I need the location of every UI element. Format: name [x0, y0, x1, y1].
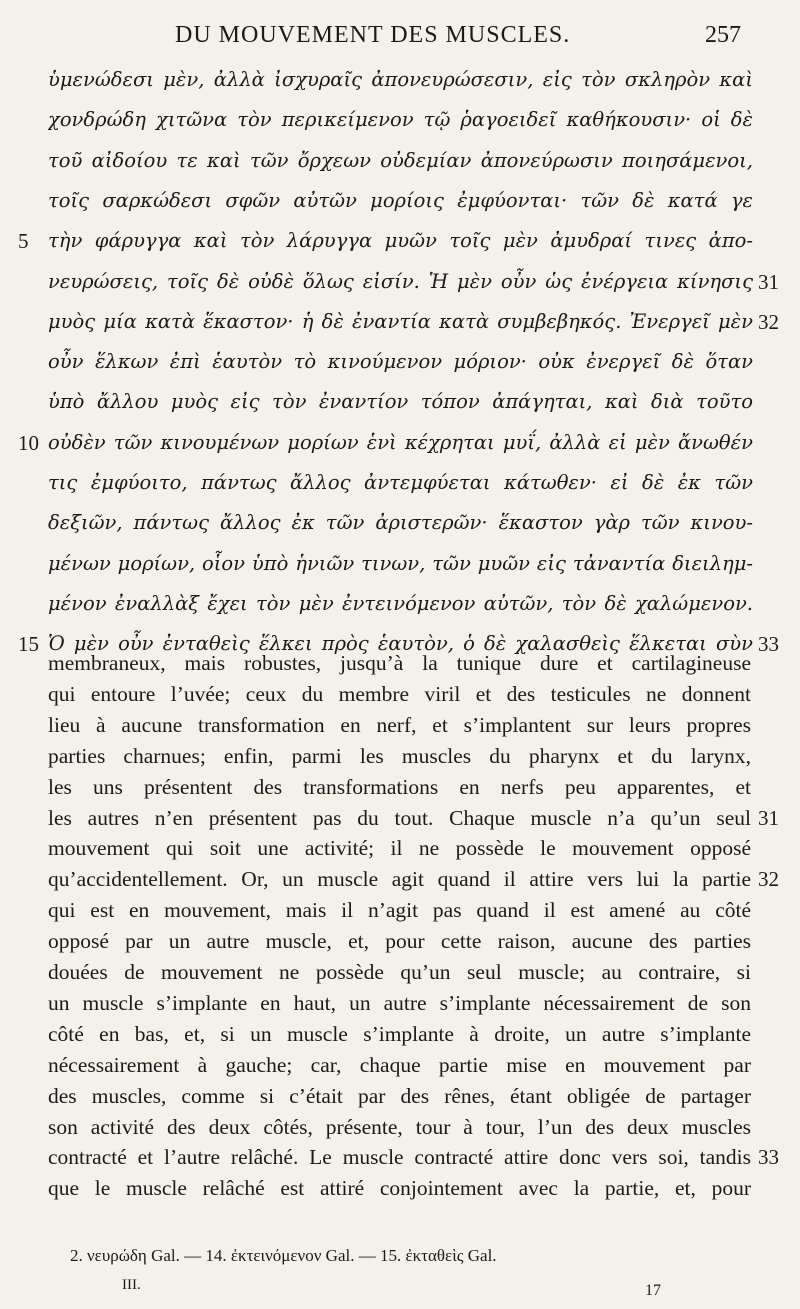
greek-line: μυὸς μία κατὰ ἕκαστον· ἡ δὲ ἐναντία κατὰ συμβεβηκός. Ἐνεργεῖ μὲν — [48, 310, 753, 333]
footnotes: 2. νευρώδη Gal. — 14. ἐκτεινόμενον Gal. — 15. ἐκταθεὶς Gal. — [70, 1246, 497, 1265]
french-line: opposé par un autre muscle, et, pour cette raison, aucune des parties — [48, 929, 751, 953]
greek-line: μένον ἐναλλὰξ ἔχει τὸν μὲν ἐντεινόμενον αὐτῶν, τὸν δὲ χαλώμενον. — [48, 592, 753, 615]
french-line: parties charnues; enfin, parmi les muscles du pharynx et du larynx, — [48, 744, 751, 768]
french-line: les autres n’en présentent pas du tout. Chaque muscle n’a qu’un seul — [48, 806, 751, 830]
greek-line: δεξιῶν, πάντως ἄλλος ἐκ τῶν ἀριστερῶν· ἕκαστον γὰρ τῶν κινου- — [48, 511, 753, 534]
french-line: lieu à aucune transformation en nerf, et s’implantent sur leurs propres — [48, 713, 751, 737]
french-line: côté en bas, et, si un muscle s’implante à droite, un autre s’implante — [48, 1022, 751, 1046]
french-line: mouvement qui soit une activité; il ne possède le mouvement opposé — [48, 836, 751, 860]
greek-line: Ὁ μὲν οὖν ἐνταθεὶς ἕλκει πρὸς ἑαυτὸν, ὁ δὲ χαλασθεὶς ἕλκεται σὺν — [48, 632, 753, 655]
french-line: qui est en mouvement, mais il n’agit pas quand il est amené au côté — [48, 898, 751, 922]
french-line: que le muscle relâché est attiré conjointement avec la partie, et, pour — [48, 1176, 751, 1200]
margin-reference: 33 — [758, 1145, 779, 1169]
line-number: 5 — [18, 229, 29, 253]
volume-signature: III. — [122, 1277, 141, 1293]
greek-line: νευρώσεις, τοῖς δὲ οὐδὲ ὅλως εἰσίν. Ἡ μὲν οὖν ὡς ἐνέργεια κίνησις — [48, 270, 753, 293]
greek-line: οὖν ἕλκων ἐπὶ ἑαυτὸν τὸ κινούμενον μόριον· οὐκ ἐνεργεῖ δὲ ὅταν — [48, 350, 753, 373]
margin-reference: 31 — [758, 270, 779, 294]
french-line: des muscles, comme si c’était par des rênes, étant obligée de partager — [48, 1084, 751, 1108]
greek-line: μένων μορίων, οἷον ὑπὸ ἡνιῶν τινων, τῶν μυῶν εἰς τἀναντία διειλημ- — [48, 552, 753, 575]
french-line: contracté et l’autre relâché. Le muscle contracté attire donc vers soi, tandis — [48, 1145, 751, 1169]
margin-reference: 32 — [758, 867, 779, 891]
running-header — [0, 22, 800, 56]
french-line: qu’accidentellement. Or, un muscle agit quand il attire vers lui la partie — [48, 867, 751, 891]
french-line: douées de mouvement ne possède qu’un seul muscle; au contraire, si — [48, 960, 751, 984]
french-line: les uns présentent des transformations en nerfs peu apparentes, et — [48, 775, 751, 799]
french-line: membraneux, mais robustes, jusqu’à la tunique dure et cartilagineuse — [48, 651, 751, 675]
line-number: 15 — [18, 632, 39, 656]
greek-line: ὑμενώδεσι μὲν, ἀλλὰ ἰσχυραῖς ἀπονευρώσεσιν, εἰς τὸν σκληρὸν καὶ — [48, 68, 753, 91]
margin-reference: 33 — [758, 632, 779, 656]
greek-line: ὑπὸ ἄλλου μυὸς εἰς τὸν ἐναντίον τόπον ἀπάγηται, καὶ διὰ τοῦτο — [48, 390, 753, 413]
french-line: un muscle s’implante en haut, un autre s’implante nécessairement de son — [48, 991, 751, 1015]
french-line: son activité des deux côtés, présente, tour à tour, l’un des deux muscles — [48, 1115, 751, 1139]
margin-reference: 32 — [758, 310, 779, 334]
page-number: 257 — [705, 22, 741, 48]
greek-line: τοῖς σαρκώδεσι σφῶν αὐτῶν μορίοις ἐμφύονται· τῶν δὲ κατά γε — [48, 189, 753, 212]
greek-line: χονδρώδη χιτῶνα τὸν περικείμενον τῷ ῥαγοειδεῖ καθήκουσιν· οἱ δὲ — [48, 108, 753, 131]
line-number: 10 — [18, 431, 39, 455]
sheet-signature: 17 — [645, 1282, 661, 1299]
french-line: nécessairement à gauche; car, chaque partie mise en mouvement par — [48, 1053, 751, 1077]
french-line: qui entoure l’uvée; ceux du membre viril et des testicules ne donnent — [48, 682, 751, 706]
greek-line: τις ἐμφύοιτο, πάντως ἄλλος ἀντεμφύεται κάτωθεν· εἰ δὲ ἐκ τῶν — [48, 471, 753, 494]
greek-line: τὴν φάρυγγα καὶ τὸν λάρυγγα μυῶν τοῖς μὲν ἀμυδραί τινες ἀπο- — [48, 229, 753, 252]
greek-line: οὐδὲν τῶν κινουμένων μορίων ἑνὶ κέχρηται μυΐ, ἀλλὰ εἰ μὲν ἄνωθέν — [48, 431, 753, 454]
margin-reference: 31 — [758, 806, 779, 830]
greek-line: τοῦ αἰδοίου τε καὶ τῶν ὄρχεων οὐδεμίαν ἀπονεύρωσιν ποιησάμενοι, — [48, 149, 753, 172]
page-title: DU MOUVEMENT DES MUSCLES. — [175, 22, 571, 48]
